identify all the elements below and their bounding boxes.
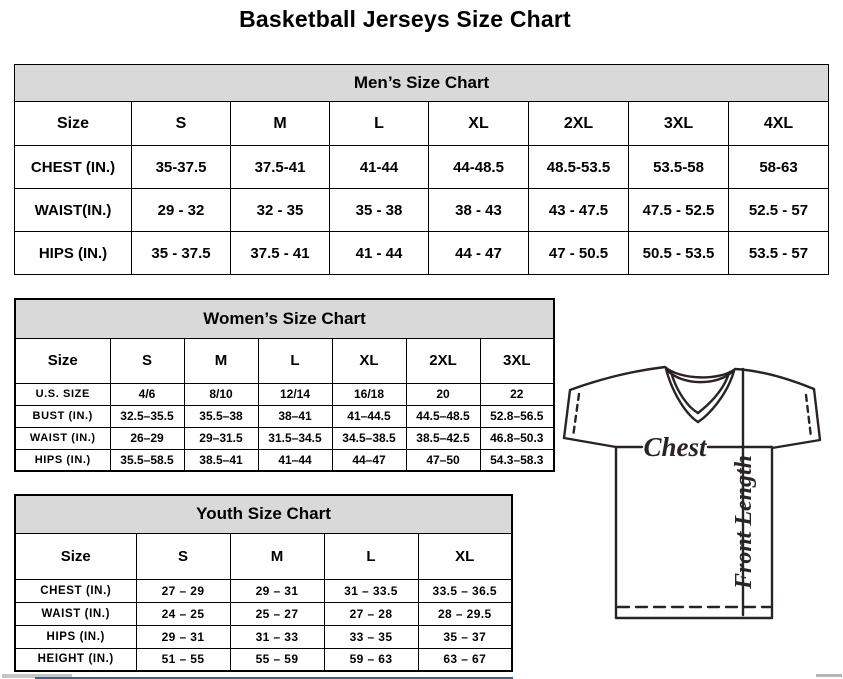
table-title-row (15, 65, 829, 102)
table-row (15, 625, 512, 648)
column-header: Size (15, 533, 136, 579)
jersey-measurement-diagram (556, 358, 838, 630)
size-cell: 35 - 38 (330, 189, 429, 232)
column-header: L (324, 533, 418, 579)
size-cell: 8/10 (184, 383, 258, 405)
size-cell: 34.5–38.5 (332, 427, 406, 449)
size-cell: 54.3–58.3 (480, 449, 554, 471)
column-header: 3XL (629, 102, 729, 146)
size-cell: 27 – 29 (136, 579, 230, 602)
table-row (15, 189, 829, 232)
youth-size-table (14, 494, 513, 672)
size-cell: 59 – 63 (324, 648, 418, 671)
row-label: HIPS (IN.) (15, 449, 110, 471)
size-cell: 35 - 37.5 (132, 232, 231, 275)
size-cell: 44.5–48.5 (406, 405, 480, 427)
column-header: L (258, 338, 332, 383)
table-row (15, 405, 554, 427)
size-cell: 52.5 - 57 (729, 189, 829, 232)
table-row (15, 648, 512, 671)
front-length-label: Front Length (731, 454, 757, 590)
column-header: 4XL (729, 102, 829, 146)
size-cell: 31 – 33.5 (324, 579, 418, 602)
size-cell: 31 – 33 (230, 625, 324, 648)
column-header: Size (15, 338, 110, 383)
column-header-row (15, 102, 829, 146)
column-header: S (136, 533, 230, 579)
row-label: HEIGHT (IN.) (15, 648, 136, 671)
column-header: 2XL (529, 102, 629, 146)
size-cell: 55 – 59 (230, 648, 324, 671)
size-cell: 26–29 (110, 427, 184, 449)
table-title-row (15, 299, 554, 338)
size-cell: 47.5 - 52.5 (629, 189, 729, 232)
size-cell: 35-37.5 (132, 146, 231, 189)
size-cell: 38.5–41 (184, 449, 258, 471)
size-cell: 41–44 (258, 449, 332, 471)
column-header: XL (332, 338, 406, 383)
size-cell: 33.5 – 36.5 (418, 579, 512, 602)
column-header: S (110, 338, 184, 383)
size-cell: 38.5–42.5 (406, 427, 480, 449)
size-cell: 53.5-58 (629, 146, 729, 189)
size-cell: 27 – 28 (324, 602, 418, 625)
size-cell: 29 - 32 (132, 189, 231, 232)
size-cell: 47 - 50.5 (529, 232, 629, 275)
size-cell: 38 - 43 (429, 189, 529, 232)
size-cell: 16/18 (332, 383, 406, 405)
size-cell: 31.5–34.5 (258, 427, 332, 449)
size-cell: 50.5 - 53.5 (629, 232, 729, 275)
mens-size-table (14, 64, 829, 275)
scrollbar-thumb-right[interactable] (816, 674, 842, 677)
womens-table-title: Women’s Size Chart (15, 299, 554, 338)
size-cell: 33 – 35 (324, 625, 418, 648)
jersey-body-outline (564, 367, 820, 618)
size-cell: 35.5–38 (184, 405, 258, 427)
size-cell: 32.5–35.5 (110, 405, 184, 427)
row-label: U.S. SIZE (15, 383, 110, 405)
column-header-row (15, 533, 512, 579)
column-header: M (184, 338, 258, 383)
size-cell: 48.5-53.5 (529, 146, 629, 189)
size-cell: 46.8–50.3 (480, 427, 554, 449)
size-cell: 44-48.5 (429, 146, 529, 189)
table-row (15, 579, 512, 602)
size-cell: 4/6 (110, 383, 184, 405)
column-header: M (231, 102, 330, 146)
size-cell: 37.5-41 (231, 146, 330, 189)
row-label: HIPS (IN.) (15, 625, 136, 648)
size-cell: 51 – 55 (136, 648, 230, 671)
size-cell: 22 (480, 383, 554, 405)
column-header: 3XL (480, 338, 554, 383)
row-label: BUST (IN.) (15, 405, 110, 427)
size-cell: 35.5–58.5 (110, 449, 184, 471)
size-cell: 38–41 (258, 405, 332, 427)
womens-size-table (14, 298, 555, 472)
row-label: WAIST (IN.) (15, 427, 110, 449)
size-cell: 37.5 - 41 (231, 232, 330, 275)
table-row (15, 449, 554, 471)
table-row (15, 427, 554, 449)
size-cell: 43 - 47.5 (529, 189, 629, 232)
table-row (15, 146, 829, 189)
size-cell: 41–44.5 (332, 405, 406, 427)
size-cell: 29–31.5 (184, 427, 258, 449)
size-cell: 24 – 25 (136, 602, 230, 625)
table-row (15, 232, 829, 275)
size-cell: 53.5 - 57 (729, 232, 829, 275)
page-title: Basketball Jerseys Size Chart (239, 6, 571, 32)
size-cell: 41 - 44 (330, 232, 429, 275)
size-cell: 32 - 35 (231, 189, 330, 232)
row-label: HIPS (IN.) (15, 232, 132, 275)
column-header: S (132, 102, 231, 146)
mens-table-title: Men’s Size Chart (15, 65, 829, 102)
column-header: XL (418, 533, 512, 579)
table-title-row (15, 495, 512, 533)
size-cell: 63 – 67 (418, 648, 512, 671)
chest-label: Chest (643, 432, 707, 462)
row-label: CHEST (IN.) (15, 579, 136, 602)
row-label: CHEST (IN.) (15, 146, 132, 189)
size-cell: 20 (406, 383, 480, 405)
column-header-row (15, 338, 554, 383)
column-header: Size (15, 102, 132, 146)
size-cell: 29 – 31 (230, 579, 324, 602)
column-header: 2XL (406, 338, 480, 383)
size-cell: 41-44 (330, 146, 429, 189)
column-header: L (330, 102, 429, 146)
size-cell: 52.8–56.5 (480, 405, 554, 427)
column-header: M (230, 533, 324, 579)
row-label: WAIST(IN.) (15, 189, 132, 232)
size-cell: 58-63 (729, 146, 829, 189)
size-cell: 28 – 29.5 (418, 602, 512, 625)
size-cell: 47–50 (406, 449, 480, 471)
youth-table-title: Youth Size Chart (15, 495, 512, 533)
column-header: XL (429, 102, 529, 146)
size-cell: 12/14 (258, 383, 332, 405)
size-cell: 44 - 47 (429, 232, 529, 275)
table-row (15, 602, 512, 625)
size-cell: 35 – 37 (418, 625, 512, 648)
size-cell: 29 – 31 (136, 625, 230, 648)
row-label: WAIST (IN.) (15, 602, 136, 625)
table-row (15, 383, 554, 405)
size-cell: 25 – 27 (230, 602, 324, 625)
size-cell: 44–47 (332, 449, 406, 471)
